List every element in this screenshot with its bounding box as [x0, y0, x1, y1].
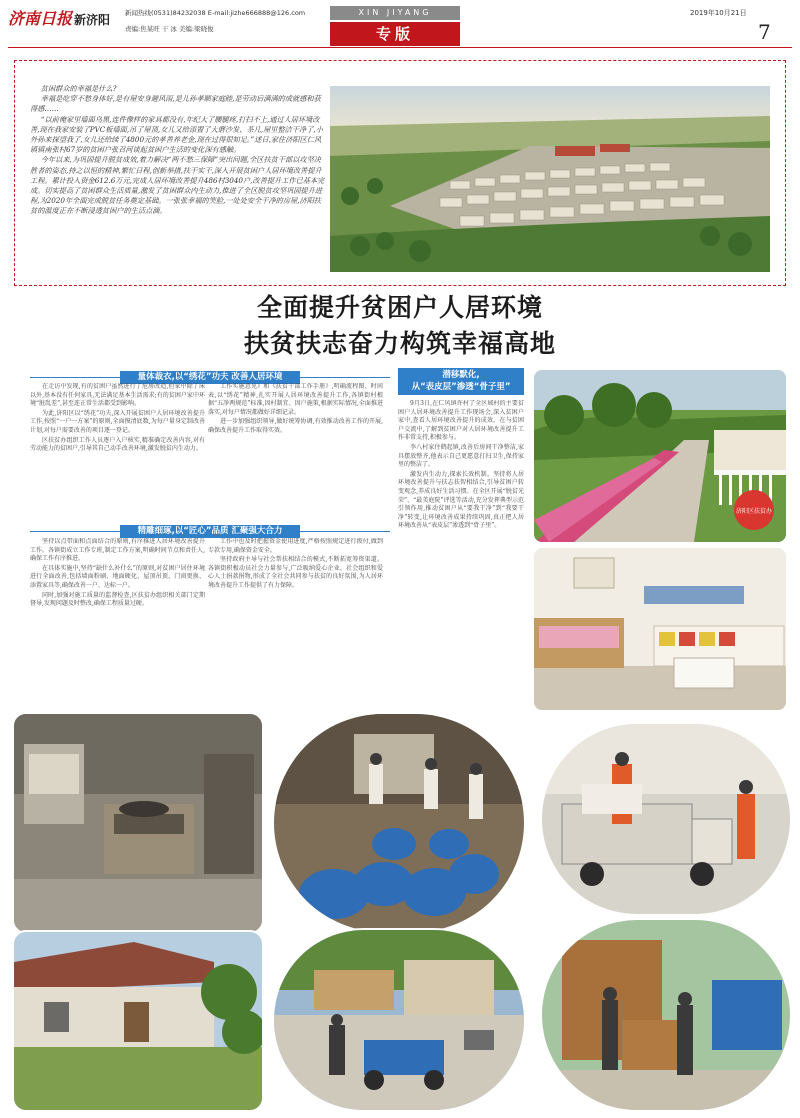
old-house-photo [12, 930, 264, 1112]
section1-column-b [208, 383, 383, 521]
article-paragraph: 为此,济阳区以“绣花”功夫,深入开展贫困户人居环境改善提升工作,按照“一户一方案”的原则,全面摸清底数,为每户量身定制改善计划,对每户需要改善的项目逐一登记。 [30, 409, 205, 434]
intro-paragraph: 贫困群众的幸福是什么? [40, 84, 117, 93]
intro-paragraph: 今年以来,为巩固提升脱贫成效,着力解决“两不愁三保障”突出问题,全区扶贫干部以攻坚决胜者的姿态,持之以恒的精神,繁忙日程,创新举措,扶干实干,深入开展贫困户人居环境改善提升工程。累计投入资金612.6万元,完成人居环境改善提升486村3040户,改善提升工作已基本完成。切实提高了贫困群众生活质量,激发了贫困群众内生动力,推进了全区脱贫攻坚巩固提升进程,为2020年全面完成脱贫任务奠定基础。一张张幸福的笑脸,一处处安全干净的房屋,济阳扶贫的温度正在不断浸透贫困户的生活点滴。 [30, 155, 325, 216]
masthead-logo: 济南日报 新济阳 [8, 9, 111, 28]
flower-path-photo [532, 368, 788, 544]
section1-column-a [30, 383, 205, 521]
article-paragraph: 9月3日,在仁风镇许村了全区域村的主要贫困户人居环境改善提升工作现场会,深入贫困户家中,查看人居环境改善提升的成效。在与贫困户交流中,了解到贫困户对人居环境改善提升工作非常支持,积极参与。 [398, 400, 524, 442]
article-paragraph: 同时,加强对施工质量的监督检查,区扶贫办组织相关部门定期督导,发现问题及时整改,确保工程质量过硬。 [30, 591, 205, 608]
section-pinyin: XIN JIYANG [330, 6, 460, 20]
article-paragraph: 在走访中发现,有的贫困户虽然进行了危房改造,但家中除了床以外,基本没有任何家具,无法满足基本生活需求;有的贫困户家中环境“脏乱差”,甚至连正常生活都受到影响。 [30, 383, 205, 408]
section3-banner-line1: 潜移默化, [442, 370, 480, 380]
article-paragraph: 坚持政府主导与社会帮扶相结合的模式,不断拓宽筹资渠道。各镇街积极动员社会力量参与,广泛吸纳爱心企业、社会组织和爱心人士捐款捐物,形成了全社会共同参与扶贫的良好氛围,为人居环境改善提升工作提供了有力保障。 [208, 556, 383, 589]
main-headline [0, 290, 800, 362]
article-paragraph: 工作实施意见》和《扶贫干部工作手册》,明确流程图、时间表,以“绣花”精神,扎实开展人居环境改善提升工作,各镇街村根据“五净两规范”标准,因村制宜、因户施策,根据实际情况,全面推进落实,对每户情况都做好详细记录。 [208, 383, 383, 416]
article-paragraph: 激发内生动力,探索长效机制。坚持将人居环境改善提升与扶志扶智相结合,引导贫困户转变观念,养成良好生活习惯。在全区开展“脱贫光荣”、“最美庭院”评选等活动,充分发挥典型示范引领作用,推动贫困户从“要我干净”到“我要干净”转变,让环境改善成果持续巩固,真正把人居环境改善从“表皮层”渗透到“骨子里”。 [398, 470, 524, 530]
delivery-truck-photo [540, 722, 792, 916]
section3-banner [398, 368, 524, 395]
tricycle-delivery-photo [272, 928, 526, 1112]
section3-banner-line2: 从“表皮层”渗透“骨子里” [411, 382, 511, 392]
article-paragraph: 区扶贫办组织工作人员逐户入户核实,精准确定改善内容,对有劳动能力的贫困户,引导其自己动手改善环境,激发脱贫内生动力。 [30, 436, 205, 453]
intro-paragraph: “以前俺家里墙面乌黑,连件像样的家具都没有,年纪大了腰腿疼,打扫不上,通过人居环境改善,现在我家安装了PVC板墙面,吊了屋顶,女儿又给添置了大磨沙发、茶几,屋里整洁干净了,小外孙来探望我了,女儿还给续了4800元的孝善养老金,现在过得很知足。”述日,家住济阳区仁风镇镇南张村67岁的贫困户张召河谈起贫困户生活的变化深有感触。 [30, 114, 323, 155]
workers-unloading-photo [272, 712, 526, 934]
renovated-bedroom-photo [532, 546, 788, 712]
article-paragraph: 工作中也及时把握资金使用进度,严格按照规定进行拨付,做到专款专用,确保资金安全。 [208, 538, 383, 554]
article-paragraph: 坚持以点带面和点面结合的原则,有序推进人居环境改善提升工作。各镇街成立工作专班,制定工作方案,明确时间节点和责任人,确保工作有序推进。 [30, 538, 205, 563]
section2-column-b [208, 538, 383, 710]
section1-banner: 量体裁衣,以“绣花”功夫 改善人居环境 [120, 371, 300, 384]
hotline-info: 新闻热线(0531)84232038 E-mail:jizhe666888@126.com [125, 9, 306, 17]
section2-banner: 精雕细琢,以“匠心”品质 汇聚强大合力 [120, 525, 300, 538]
article-paragraph: 进一步加强组织领导,做好统筹协调,有效推动改善工作的开展,确保改善提升工作取得实效。 [208, 418, 383, 434]
issue-date: 2019年10月21日 [690, 9, 747, 17]
intro-paragraph: 幸福是吃穿不愁身体好,是有屋安身避风雨,是儿孙孝顺家庭睦,是劳动后满满的成就感和获得感…… [30, 94, 321, 114]
header-divider [8, 47, 792, 48]
page-number: 7 [758, 20, 771, 44]
section3-column [398, 400, 524, 706]
old-kitchen-photo [12, 712, 264, 934]
sign-text: 济阳区扶贫办 [735, 508, 773, 515]
intro-text [30, 84, 325, 274]
editors-info: 责编:焦某旺 干 冰 美编:梁晓俊 [125, 25, 214, 33]
article-paragraph: 在具体实施中,坚持“缺什么补什么”的原则,对贫困户居住环境进行全面改善,包括墙面粉刷、地面硬化、屋顶吊顶、门窗更换、添置家具等,确保改善一户、达标一户。 [30, 564, 205, 589]
section-title: 专版 [330, 22, 460, 46]
village-aerial-photo [330, 86, 770, 272]
section2-column-a [30, 538, 205, 710]
headline-line1: 全面提升贫困户人居环境 [256, 293, 543, 322]
furniture-delivery-photo [540, 918, 792, 1112]
article-paragraph: 李八村家住鹤起镇,改善后房间干净整洁,家具摆放整齐,他表示自己更愿意打扫卫生,保持家里的整洁了。 [398, 443, 524, 469]
headline-line2: 扶贫扶志奋力构筑幸福高地 [243, 329, 556, 358]
